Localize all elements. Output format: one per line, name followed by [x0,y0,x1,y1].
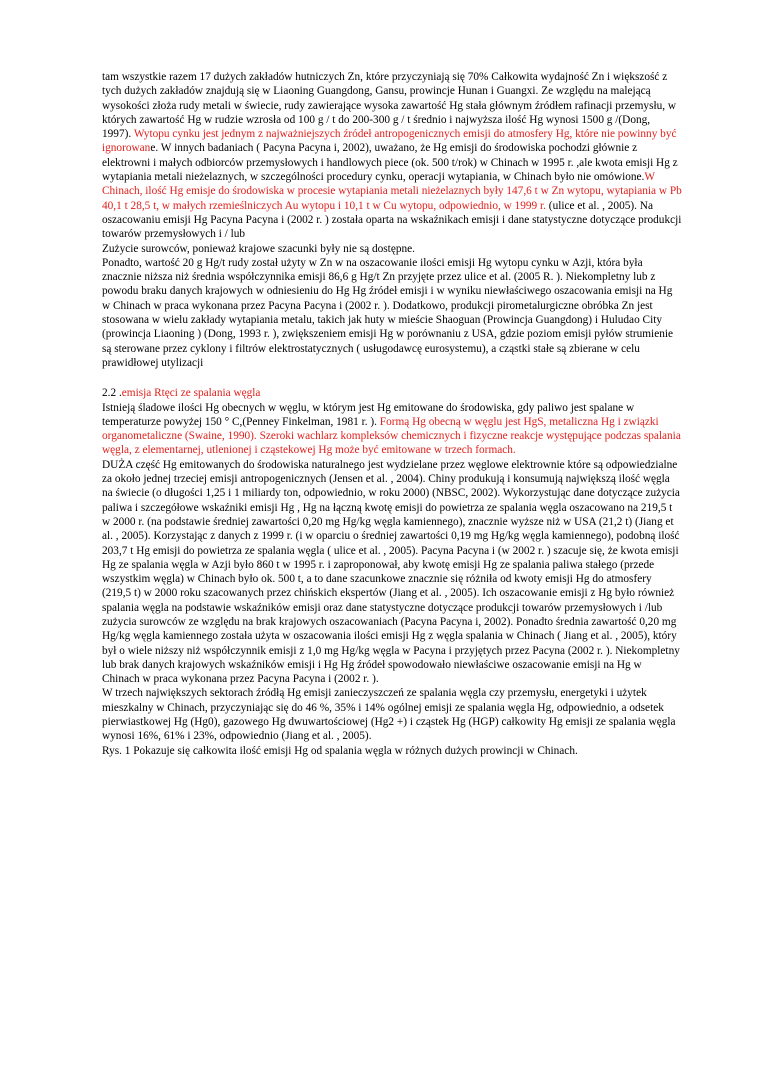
document-page [102,70,682,758]
paragraph-coal-trace-hg [102,401,682,458]
coal-text-segment-highlighted: Formą Hg obecną w węglu jest HgS, metaliczna Hg i związki organometaliczne (Swaine, 1990). Szeroki wachlarz kompleksów chemicznych i fizyczne reakcje występujące podczas spalania węgla, z elementarnej, utlenionej i cząstekowej Hg może być emitowane w trzech formach. [102,415,681,457]
paragraph-zinc-smelting [102,70,682,242]
zinc-text-segment-plain: tam wszystkie razem 17 dużych zakładów hutniczych Zn, które przyczyniają się 70% Całkowita wydajność Zn i większość z tych dużych zakładów znajdują się w Liaoning Guangdong, Gansu, prowincje Hunan i Guangxi. Ze względu na malejącą wysokości złoża rudy metali w świecie, rudy zawierające wysoka zawartość Hg stała głównym źródłem rafinacji przemysłu, w których zawartość Hg w rudzie wzrosła od 100 g / t do 200-300 g / t średnio i najwyższa ilość Hg wynosi 1500 g /(Dong, 1997). [102,71,677,141]
section-number: 2.2 . [102,387,122,400]
paragraph-coal-power-plants: DUŻA część Hg emitowanych do środowiska naturalnego jest wydzielane przez węglowe elektrownie które są odpowiedzialne za około jednej trzeciej emisji antropogenicznych (Jensen et al. , 2004). Chiny produkują i konsumują największą ilość węgla na świecie (o długości 1,25 i 1 miliardy ton, odpowiednio, w roku 2000) (NBSC, 2002). Wykorzystując dane dotyczące zużycia paliwa i szczegółowe wskaźniki emisji Hg , Hg na łączną kwotę emisji do powietrza ze spalania węgla oszacowano na 219,5 t w 2000 r. (na podstawie średniej zawartości 0,20 mg Hg/kg węgla kamiennego), znacznie wyższe niż w USA (21,2 t) (Jiang et al. , 2005). Korzystając z danych z 1999 r. (i w oparciu o średniej zawartości 0,19 mg Hg/kg węgla kamiennego), podobną ilość 203,7 t Hg emisji do powietrza ze spalania węgla ( ulice et al. , 2005). Pacyna Pacyna i (w 2002 r. ) szacuje się, że kwota emisji Hg ze spalania węgla w Azji było 860 t w 1995 r. i zaproponował, aby kwotę emisji Hg ze spalania paliwa stałego (przede wszystkim węgla) w Chinach było ok. 500 t, a to dane szacunkowe znacznie się różniła od kwoty emisji Hg do atmosfery (219,5 t) w 2000 roku szacowanych przez chińskich ekspertów (Jiang et al. , 2005). Ich oszacowanie emisji z Hg było również spalania węgla na podstawie wskaźników emisji oraz dane statystyczne dotyczące produkcji towarów przemysłowych i /lub zużycia surowców ze względu na brak krajowych oszacowaniach (Pacyna Pacyna i, 2002). Ponadto średnia zawartość 0,20 mg Hg/kg węgla kamiennego została użyta w oszacowania ilości emisji Hg z węgla spalania w Chinach ( Jiang et al. , 2005), który był o wiele niższy niż współczynnik emisji z 1,0 mg Hg/kg węgla w Pacyna i przyjętych przez Pacyna (2002 r. ). Niekompletny lub brak danych krajowych wskaźników emisji i Hg Hg źródeł spowodowało niewłaściwe oszacowanie emisji na Hg w Chinach w praca wykonana przez Pacyna Pacyna i (2002 r. ). [102,458,680,686]
zinc-text-segment-highlighted: Wytopu cynku jest jednym z najważniejszych źródeł antropogenicznych emisji do atmosfery Hg, które nie powinny być ignorowan [102,128,677,155]
zinc-text-segment-highlighted: W Chinach, ilość Hg emisje do środowiska w procesie wytapiania metali nieżelaznych były 147,6 t w Zn wytopu, wytapiania w Pb 40,1 t 28,5 t, w małych rzemieślniczych Au wytopu i 10,1 t w Cu wytopu, odpowiednio, w 1999 r. [102,171,682,212]
section-gap [102,370,682,386]
coal-text-segment-plain: Istnieją śladowe ilości Hg obecnych w węglu, w którym jest Hg emitowane do środowiska, gdy paliwo jest spalane w temperaturze powyżej 150 ° C,(Penney Finkelman, 1981 r. ). [102,401,635,428]
section-title: emisja Rtęci ze spalania węgla [121,387,261,400]
zinc-text-segment-plain: e. W innych badaniach ( Pacyna Pacyna i, 2002), uważano, że Hg emisji do środowiska pochodzi głównie z elektrowni i małych odbiorców przemysłowych i handlowych piece (ok. 500 t/rok) w Chinach w 1995 r. ,ale kwota emisji Hg z wytapiania metali nieżelaznych, w szczególności procedury cynku, operacji wytapiania, w Chinach było nie omówione. [102,142,678,184]
paragraph-raw-materials: Zużycie surowców, ponieważ krajowe szacunki były nie są dostępne. [102,242,415,255]
section-heading [102,386,682,400]
paragraph-asia-emission-factor: Ponadto, wartość 20 g Hg/t rudy został użyty w Zn w na oszacowanie ilości emisji Hg wytopu cynku w Azji, która była znacznie niższa niż średnia współczynnika emisji 86,6 g Hg/t Zn przyjęte przez ulice et al. (2005 R. ). Niekompletny lub z powodu braku danych krajowych w odniesieniu do Hg Hg źródeł emisji i w wyniku niewłaściwego oszacowania emisji na Hg w Chinach w praca wykonana przez Pacyna Pacyna i (2002 r. ). Dodatkowo, produkcji pirometalurgiczne obróbka Zn jest stosowana w wielu zakłady wytapiania metalu, takich jak huty w mieście Shaoguan (Prowincja Guangdong) i Huludao City (prowincja Liaoning ) (Dong, 1993 r. ), zwiększeniem emisji Hg w porównaniu z USA, gdzie poziom emisji pyłów strumienie są sterowane przez cyklony i filtrów elektrostatycznych ( usługodawcę eurosystemu), a cząstki stałe są zbierane w celu prawidłowej utylizacji [102,256,674,369]
zinc-text-segment-plain: (ulice et al. , 2005). Na oszacowaniu emisji Hg Pacyna Pacyna i (2002 r. ) została oparta na wskaźnikach emisji i dane statystyczne dotyczące produkcji towarów przemysłowych i / lub [102,199,682,241]
paragraph-figure-reference: Rys. 1 Pokazuje się całkowita ilość emisji Hg od spalania węgla w różnych dużych prowincji w Chinach. [102,744,578,757]
paragraph-sectors: W trzech największych sektorach źródłą Hg emisji zanieczyszczeń ze spalania węgla czy przemysłu, energetyki i użytek mieszkalny w Chinach, przyczyniając się do 46 %, 35% i 14% ogólnej emisji ze spalania węgla Hg, odpowiednio, a odsetek pierwiastkowej Hg (Hg0), gazowego Hg dwuwartościowej (Hg2 +) i cząstek Hg (HGP) całkowity Hg emisji ze spalania węgla wynosi 16%, 61% i 23%, odpowiednio (Jiang et al. , 2005). [102,687,676,743]
